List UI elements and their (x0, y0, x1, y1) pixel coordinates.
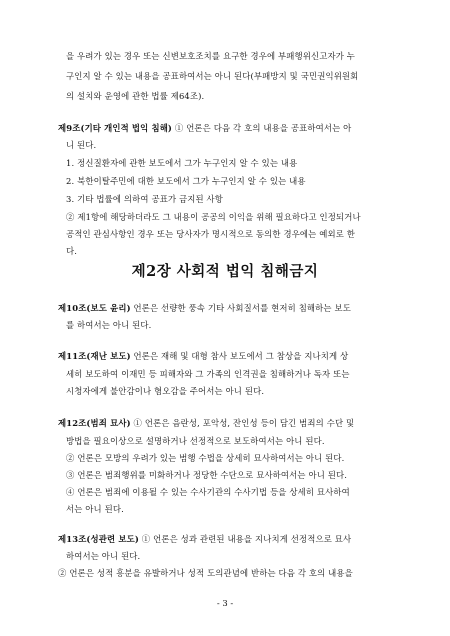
text-line: 구인지 알 수 있는 내용을 공표하여서는 아니 된다(부패방지 및 국민권익위원회 (66, 71, 359, 81)
article-11-title: 제11조(재난 보도) (58, 351, 131, 361)
article-13-title: 제13조(성관련 보도) (58, 534, 139, 544)
text-line: ② 언론은 모방의 우려가 있는 범행 수법을 상세히 묘사하여서는 아니 된다. (66, 453, 345, 463)
article-9-title: 제9조(기타 개인적 법익 침해) (58, 123, 173, 133)
list-item: 1. 정신질환자에 관한 보도에서 그가 누구인지 알 수 있는 내용 (66, 158, 298, 168)
text-line: 시청자에게 불안감이나 혐오감을 주어서는 아니 된다. (66, 386, 265, 396)
chapter-heading: 제2장 사회적 법익 침해금지 (131, 263, 319, 280)
text-line: 니 된다. (66, 140, 97, 150)
text-line: 서는 아니 된다. (66, 504, 124, 514)
text-line: 다. (66, 246, 78, 256)
article-11-first-line (58, 350, 348, 362)
list-item: 2. 북한이탈주민에 대한 보도에서 그가 누구인지 알 수 있는 내용 (66, 176, 306, 186)
article-13-first-line (58, 533, 351, 545)
text-line: 의 설치와 운영에 관한 법률 제64조). (66, 91, 205, 101)
text-line: 공적인 관심사항인 경우 또는 당사자가 명시적으로 동의한 경우에는 예외로 한 (66, 229, 355, 239)
article-10-title: 제10조(보도 윤리) (58, 303, 131, 313)
text-line: ② 제1항에 해당하더라도 그 내용이 공공의 이익을 위해 필요하다고 인정되거나 (66, 212, 361, 222)
text-line: ① 언론은 음란성, 포악성, 잔인성 등이 담긴 범죄의 수단 및 (130, 418, 355, 428)
text-line: ④ 언론은 범죄에 이용될 수 있는 수사기관의 수사기법 등을 상세히 묘사하여 (66, 487, 350, 497)
article-9-first-line (58, 122, 351, 134)
text-line: 언론은 재해 및 대형 참사 보도에서 그 참상을 지나치게 상 (130, 351, 349, 361)
text-line: ② 언론은 성적 흥분을 유발하거나 성적 도의관념에 반하는 다음 각 호의 내용을 (58, 568, 353, 578)
text-line: ① 언론은 성과 관련된 내용을 지나치게 선정적으로 묘사 (138, 534, 352, 544)
text-line: ③ 언론은 범죄행위를 미화하거나 정당한 수단으로 묘사하여서는 아니 된다. (66, 470, 348, 480)
article-12-first-line (58, 417, 354, 429)
text-line: 방법을 필요이상으로 설명하거나 선정적으로 보도하여서는 아니 된다. (66, 436, 325, 446)
text-line: 세히 보도하여 이재민 등 피해자와 그 가족의 인격권을 침해하거나 독자 또는 (66, 369, 350, 379)
article-10-first-line (58, 302, 351, 314)
text-line: 하여서는 아니 된다. (66, 551, 141, 561)
page-number: - 3 - (216, 598, 234, 608)
text-line: 언론은 선량한 풍속 기타 사회질서를 현저히 침해하는 보도 (130, 303, 351, 313)
article-12-title: 제12조(범죄 묘사) (58, 418, 131, 428)
list-item: 3. 기타 법률에 의하여 공표가 금지된 사항 (66, 194, 224, 204)
text-line: ① 언론은 다음 각 호의 내용을 공표하여서는 아 (172, 123, 352, 133)
text-line: 를 하여서는 아니 된다. (66, 320, 152, 330)
text-line: 을 우려가 있는 경우 또는 신변보호조치를 요구한 경우에 부패행위신고자가 누 (66, 51, 355, 61)
